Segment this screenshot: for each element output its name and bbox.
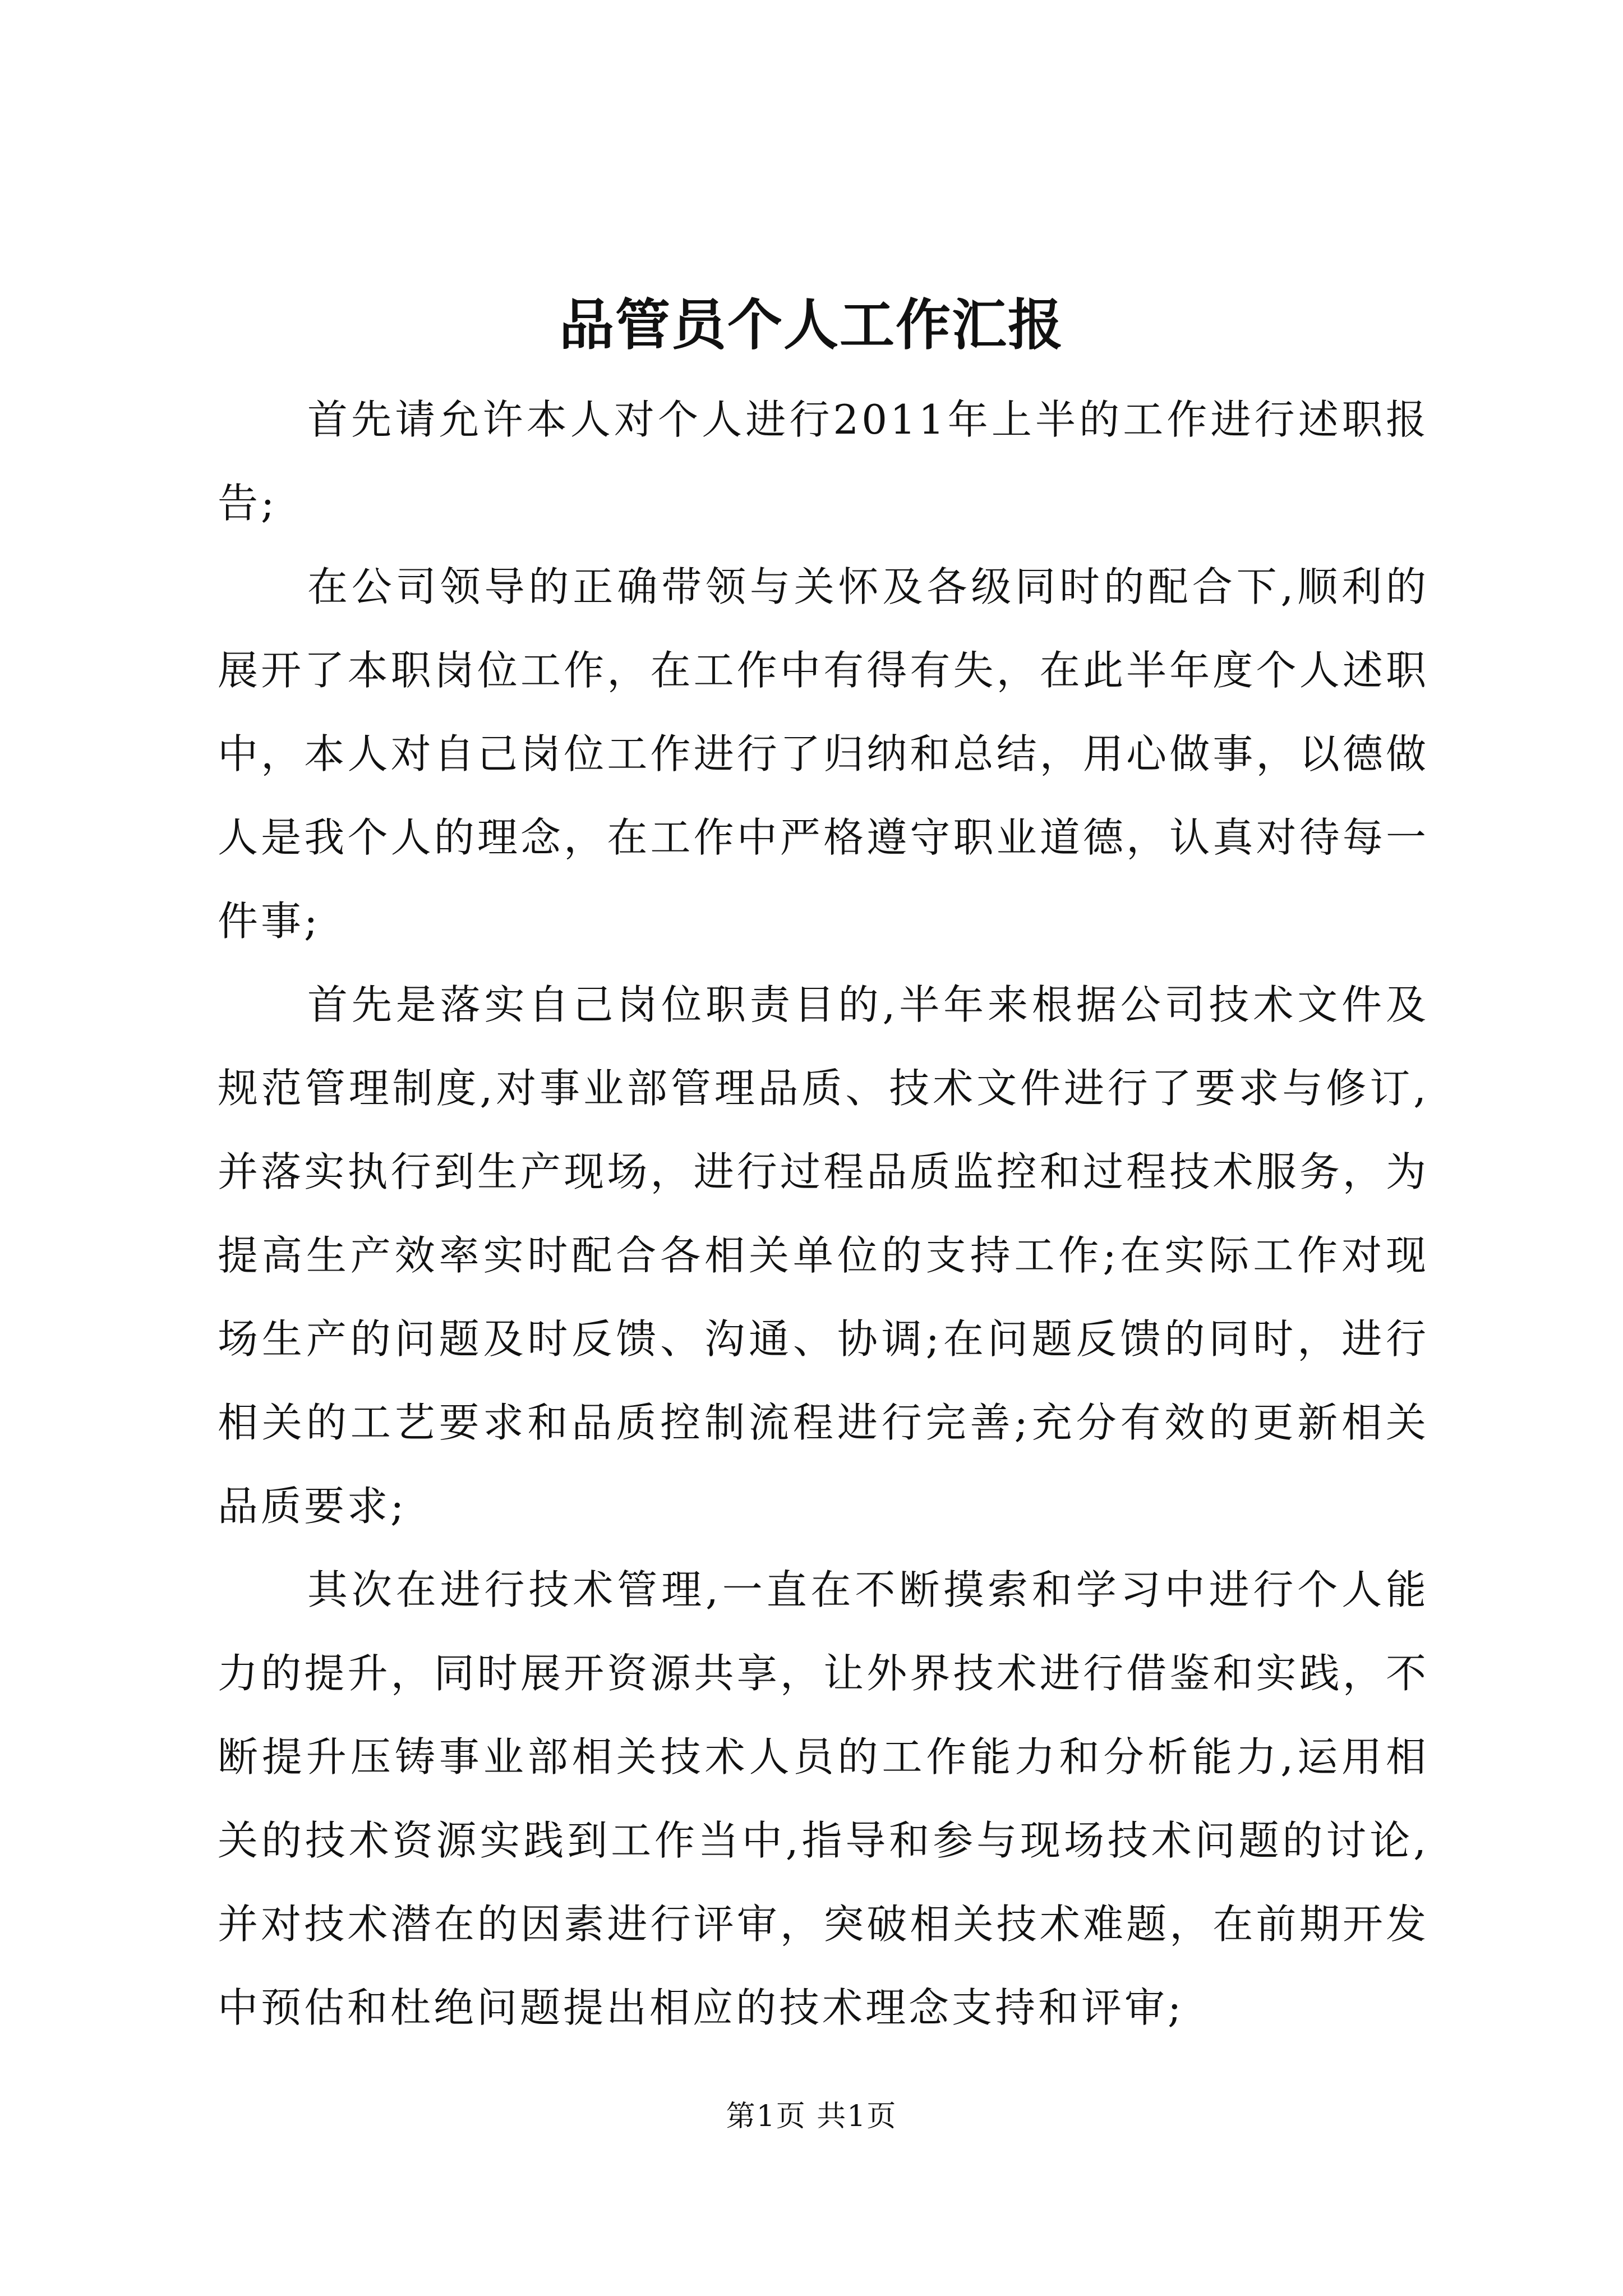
- document-body: [218, 378, 1429, 2050]
- document-title: 品管员个人工作汇报: [559, 293, 1064, 357]
- paragraph-1: 首先请允许本人对个人进行2011年上半的工作进行述职报告;: [218, 396, 1429, 527]
- paragraph-2: 在公司领导的正确带领与关怀及各级同时的配合下,顺利的展开了本职岗位工作，在工作中有得有失，在此半年度个人述职中，本人对自己岗位工作进行了归纳和总结，用心做事，以德做人是我个人的理念，在工作中严格遵守职业道德，认真对待每一件事;: [218, 563, 1429, 945]
- paragraph-3: 首先是落实自己岗位职责目的,半年来根据公司技术文件及规范管理制度,对事业部管理品质、技术文件进行了要求与修订,并落实执行到生产现场，进行过程品质监控和过程技术服务，为提高生产效率实时配合各相关单位的支持工作;在实际工作对现场生产的问题及时反馈、沟通、协调;在问题反馈的同时，进行相关的工艺要求和品质控制流程进行完善;充分有效的更新相关品质要求;: [218, 981, 1429, 1530]
- paragraph-4: 其次在进行技术管理,一直在不断摸索和学习中进行个人能力的提升，同时展开资源共享，让外界技术进行借鉴和实践，不断提升压铸事业部相关技术人员的工作能力和分析能力,运用相关的技术资源实践到工作当中,指导和参与现场技术问题的讨论,并对技术潜在的因素进行评审，突破相关技术难题，在前期开发中预估和杜绝问题提出相应的技术理念支持和评审;: [218, 1566, 1429, 2031]
- page-footer: 第1页 共1页: [726, 2100, 897, 2133]
